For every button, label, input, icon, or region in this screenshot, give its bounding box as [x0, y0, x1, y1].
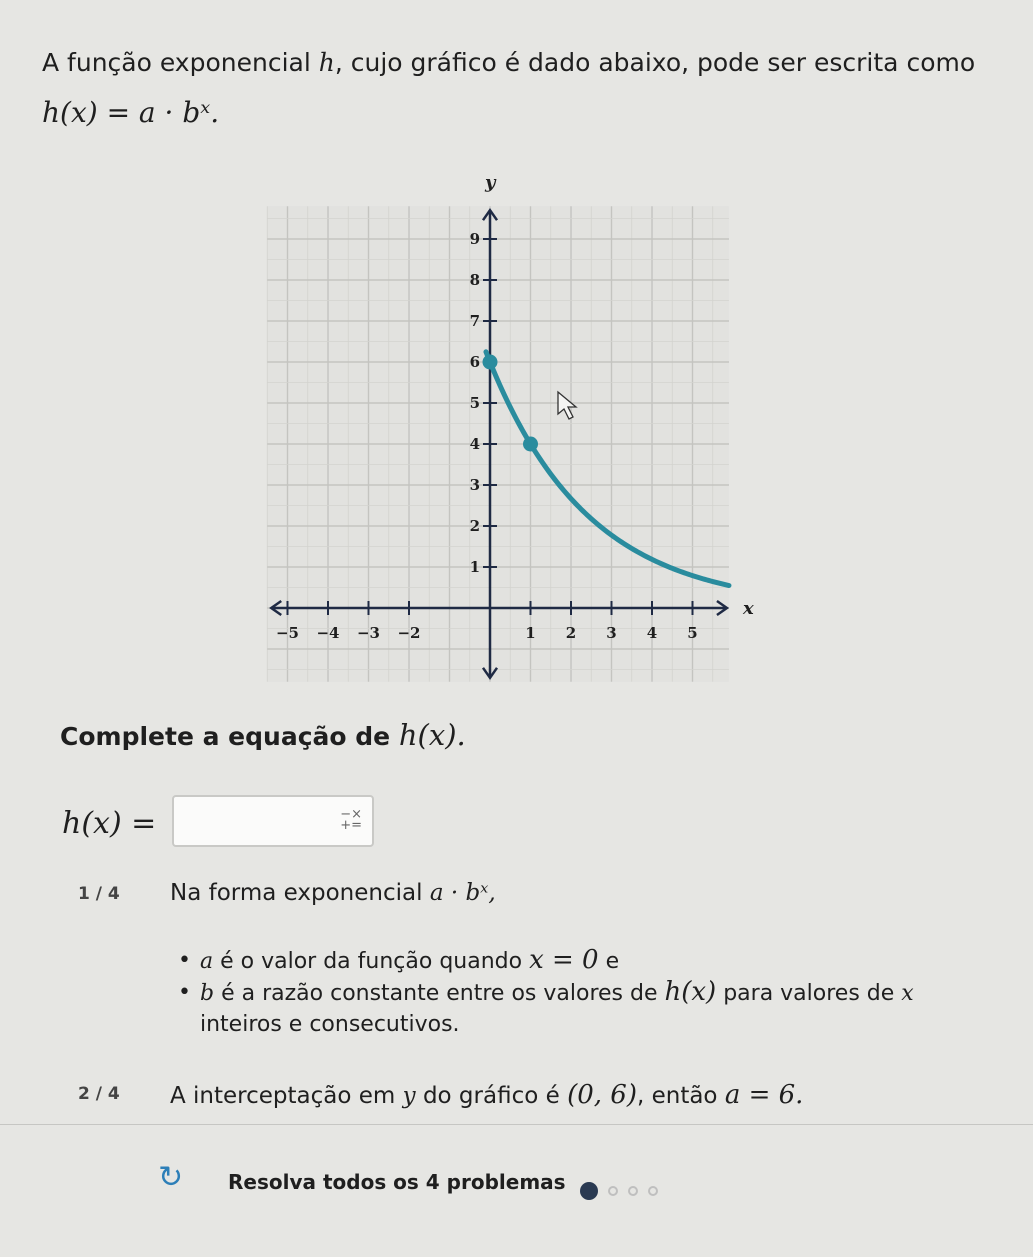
exponential-graph — [240, 160, 760, 700]
y-tick-label: 3 — [469, 476, 480, 494]
hint-1-bullets — [200, 945, 960, 1040]
y-tick-label: 4 — [469, 435, 480, 453]
progress-dot — [580, 1182, 598, 1200]
x-tick-label: −3 — [356, 624, 381, 642]
hint-1-expr: a · bˣ, — [429, 880, 496, 906]
hint-2-expr2: a = 6. — [724, 1080, 804, 1110]
hint-1-number: 1 / 4 — [78, 884, 120, 904]
bullet-a — [200, 945, 960, 977]
data-point — [523, 437, 538, 452]
y-tick-label: 2 — [469, 517, 480, 535]
hint-2-var: y — [402, 1083, 416, 1109]
hint-1-label: Na forma exponencial — [170, 880, 423, 906]
hint-1-text — [170, 880, 496, 906]
x-tick-label: 5 — [687, 624, 698, 642]
x-tick-label: 4 — [646, 624, 658, 642]
complete-instruction — [60, 718, 466, 752]
bullet-b-text: é a razão constante entre os valores de — [214, 981, 665, 1006]
data-point — [483, 355, 498, 370]
bullet-a-expr: x = 0 — [529, 945, 599, 975]
solve-all-label: Resolva todos os 4 problemas — [228, 1170, 566, 1194]
bullet-b-tail2: inteiros e consecutivos. — [200, 1012, 460, 1037]
problem-statement — [42, 38, 975, 138]
hint-2-text — [170, 1080, 803, 1110]
progress-dot — [628, 1186, 638, 1196]
y-tick-label: 5 — [469, 394, 480, 412]
x-axis-label: x — [742, 598, 754, 619]
bullet-b — [200, 977, 960, 1040]
hint-2-number: 2 / 4 — [78, 1084, 120, 1104]
hint-2-text2: do gráfico é — [415, 1083, 568, 1109]
bullet-b-expr: h(x) — [664, 977, 717, 1007]
bullet-b-var: b — [200, 981, 215, 1006]
intro-rest: , cujo gráfico é dado abaixo, pode ser escrita como — [334, 48, 976, 77]
hint-2-expr: (0, 6) — [567, 1080, 637, 1110]
answer-input[interactable] — [172, 795, 374, 847]
hint-2-label: A interceptação em — [170, 1083, 396, 1109]
bullet-a-var: a — [200, 949, 214, 974]
intro-text: A função exponencial — [42, 48, 311, 77]
refresh-icon[interactable]: ↻ — [158, 1160, 184, 1195]
bullet-a-text: é o valor da função quando — [213, 949, 530, 974]
x-tick-label: −5 — [275, 624, 300, 642]
x-tick-label: 3 — [606, 624, 617, 642]
hint-2-text3: , então — [636, 1083, 725, 1109]
bullet-b-tail: para valores de — [716, 981, 902, 1006]
progress-dots — [580, 1180, 668, 1200]
y-tick-label: 1 — [469, 558, 480, 576]
intro-var: h — [318, 48, 335, 77]
y-tick-label: 6 — [469, 353, 480, 371]
x-tick-label: 2 — [565, 624, 577, 642]
progress-dot — [608, 1186, 618, 1196]
x-tick-label: −2 — [397, 624, 421, 642]
progress-dot — [648, 1186, 658, 1196]
divider — [0, 1124, 1033, 1125]
y-tick-label: 7 — [469, 312, 480, 330]
equation-label: h(x) = — [62, 806, 157, 841]
formula: h(x) = a · bˣ. — [42, 96, 220, 129]
y-tick-label: 9 — [469, 230, 480, 248]
complete-text: Complete a equação de — [60, 722, 391, 751]
bullet-a-tail: e — [598, 949, 620, 974]
y-axis-label: y — [485, 172, 496, 194]
x-tick-label: −4 — [316, 624, 340, 642]
x-tick-label: 1 — [525, 624, 536, 642]
bullet-b-var2: x — [901, 981, 914, 1006]
math-keypad-icon[interactable]: −× += — [340, 807, 362, 833]
complete-expr: h(x). — [398, 718, 466, 752]
y-tick-label: 8 — [469, 271, 480, 289]
